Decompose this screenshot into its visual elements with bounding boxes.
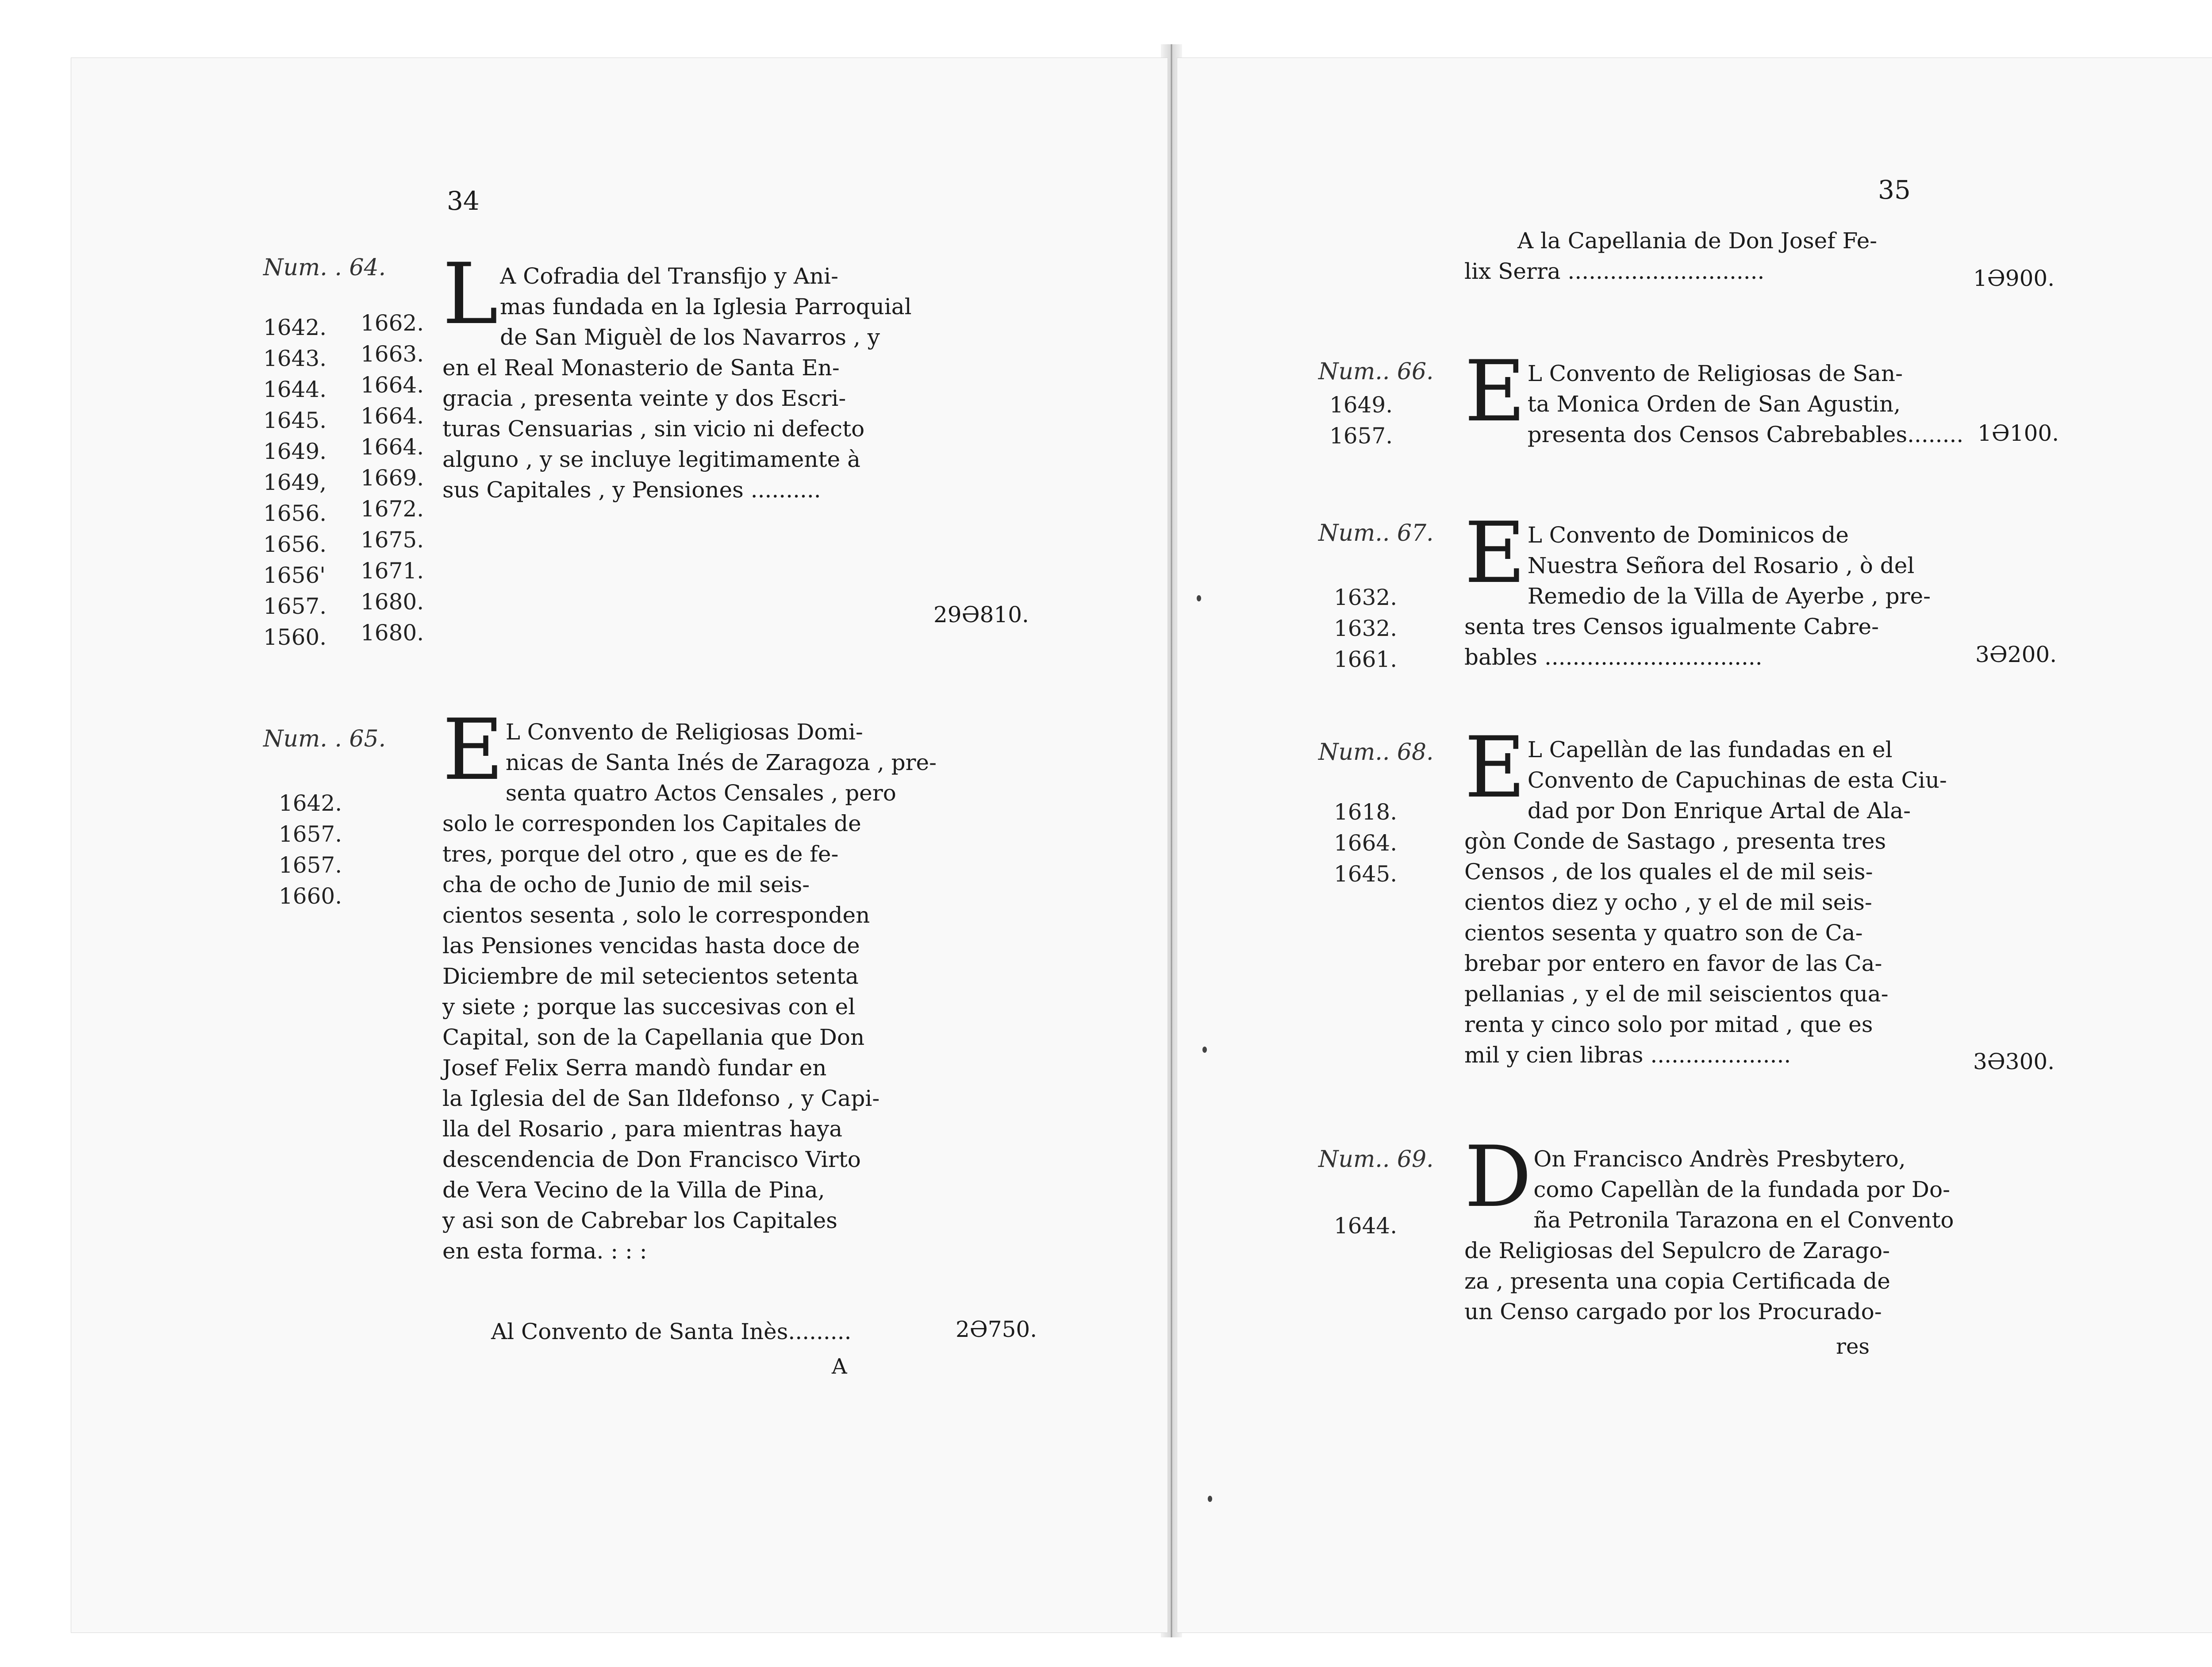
entry-68-amount: 3Ə300.: [1973, 1049, 2055, 1074]
entry-68-number: Num.. 68.: [1318, 739, 1434, 766]
entry-64-years-col1: 1642. 1643. 1644. 1645. 1649. 1649, 1656. 1656. 1656' 1657. 1560.: [263, 315, 327, 650]
continuation-amount: 1Ə900.: [1973, 266, 2055, 291]
signature-mark: A: [832, 1354, 847, 1379]
entry-69-years: 1644.: [1334, 1213, 1398, 1239]
paper-speck: [1197, 595, 1201, 601]
entry-65-text: E L Convento de Religiosas Domi- nicas de Santa Inés de Zaragoza , pre- senta quatro Actos Censales , pero solo le corresponden los Capitales de tres, porque del otro , que es de fe- cha de ocho de Junio de mil seis- cientos sesenta , solo le corresponden las Pensiones vencidas hasta doce de Diciembre de mil setecientos setenta y siete ; porque las succesivas con el Capital, son de la Capellania que Don Josef Felix Serra mandò fundar en la Iglesia del de San Ildefonso , y Capi- lla del Rosario , para mientras haya descendencia de Don Francisco Virto de Vera Vecino de la Villa de Pina, y asi son de Cabrebar los Capitales en esta forma. : : :: [442, 701, 937, 1264]
dropcap-e: E: [1464, 343, 1526, 440]
dropcap-l: L: [442, 245, 499, 343]
page-number-35: 35: [1878, 175, 1911, 205]
entry-64-years-col2: 1662. 1663. 1664. 1664. 1664. 1669. 1672. 1675. 1671. 1680. 1680.: [361, 310, 424, 646]
continuation-text: A la Capellania de Don Josef Fe- lix Serra ............................: [1464, 228, 1878, 284]
page-number-34: 34: [447, 186, 480, 216]
entry-64-text: L A Cofradia del Transfijo y Ani- mas fundada en la Iglesia Parroquial de San Miguèl de los Navarros , y en el Real Monasterio de Santa En- gracia , presenta veinte y dos Escri- turas Censuarias , sin vicio ni defecto alguno , y se incluye legitimamente à sus Capitales , y Pensiones ..........: [442, 245, 912, 503]
entry-66-years: 1649. 1657.: [1329, 392, 1393, 449]
entry-64-number: Num. . 64.: [263, 254, 386, 281]
entry-67-text: E L Convento de Dominicos de Nuestra Señora del Rosario , ò del Remedio de la Villa de Ayerbe , pre- senta tres Censos igualmente Cabre- bables ...............................: [1464, 504, 1931, 670]
entry-69-text: D On Francisco Andrès Presbytero, como Capellàn de la fundada por Do- ña Petronila Tarazona en el Convento de Religiosas del Sepulcro de Zarago- za , presenta una copia Certificada de un Censo cargado por los Procurado-: [1464, 1128, 1954, 1324]
entry-68-years: 1618. 1664. 1645.: [1334, 799, 1398, 887]
entry-65-number: Num. . 65.: [263, 726, 386, 752]
entry-67-years: 1632. 1632. 1661.: [1334, 585, 1398, 672]
paper-speck: [1208, 1496, 1212, 1502]
dropcap-e: E: [1464, 504, 1526, 602]
entry-66-text: E L Convento de Religiosas de San- ta Monica Orden de San Agustin, presenta dos Censos Cabrebables........: [1464, 343, 1964, 447]
entry-65-subtotal-amount: 2Ə750.: [956, 1317, 1037, 1342]
dropcap-d: D: [1464, 1128, 1532, 1226]
entry-65-subtotal-label: Al Convento de Santa Inès.........: [491, 1319, 852, 1344]
dropcap-e: E: [442, 701, 504, 799]
entry-68-text: E L Capellàn de las fundadas en el Convento de Capuchinas de esta Ciu- dad por Don Enrique Artal de Ala- gòn Conde de Sastago , presenta tres Censos , de los quales el de mil seis- cientos diez y ocho , y el de mil seis- cientos sesenta y quatro son de Ca- brebar por entero en favor de las Ca- pellanias , y el de mil seiscientos qua- renta y cinco solo por mitad , que es mil y cien libras ....................: [1464, 719, 1947, 1068]
entry-66-amount: 1Ə100.: [1978, 420, 2059, 446]
entry-65-years: 1642. 1657. 1657. 1660.: [279, 790, 342, 909]
dropcap-e: E: [1464, 719, 1526, 816]
entry-67-number: Num.. 67.: [1318, 520, 1434, 547]
entry-67-amount: 3Ə200.: [1975, 642, 2057, 667]
entry-69-number: Num.. 69.: [1318, 1146, 1434, 1173]
catchword: res: [1836, 1334, 1870, 1359]
entry-66-number: Num.. 66.: [1318, 358, 1434, 385]
paper-speck: [1202, 1047, 1207, 1053]
entry-64-amount: 29Ə810.: [933, 602, 1029, 628]
